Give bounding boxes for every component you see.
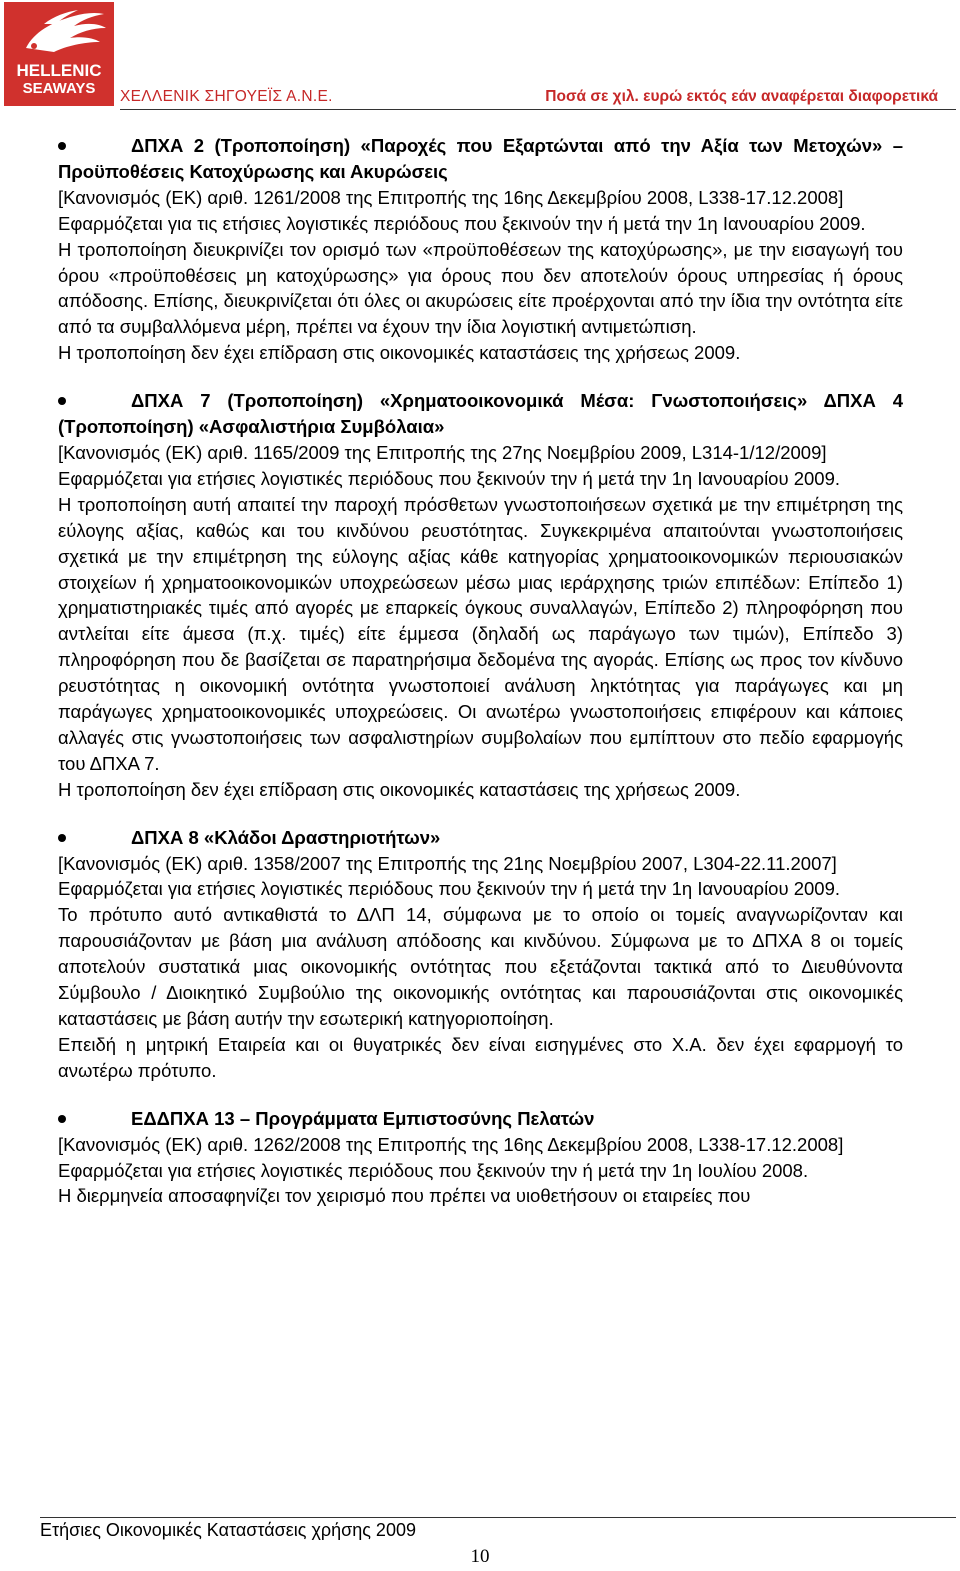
description-paragraph: Η τροποποίηση διευκρινίζει τον ορισμό των «προϋποθέσεων της κατοχύρωσης», με την εισαγωγή του όρου «προϋποθέσεις μη κατοχύρωσης» για όρους που δεν αποτελούν όρους υπηρεσίας ή όρους απόδοσης. Επίσης, διευκρινίζεται ότι όλες οι ακυρώσεις είτε προέρχονται από την ίδια την οντότητα είτε από τα συμβαλλόμενα μέρη, πρέπει να έχουν την ίδια λογιστική αντιμετώπιση. (58, 238, 903, 338)
impact-paragraph: Η τροποποίηση δεν έχει επίδραση στις οικονομικές καταστάσεις της χρήσεως 2009. (58, 778, 741, 800)
regulation-reference: [Κανονισμός (ΕΚ) αριθ. 1165/2009 της Επιτροπής της 27ης Νοεμβρίου 2009, L314-1/12/2009] (58, 441, 827, 463)
logo-text-hellenic: HELLENIC (16, 61, 102, 80)
description-paragraph: Η τροποποίηση αυτή απαιτεί την παροχή πρόσθετων γνωστοποιήσεων σχετικά με την επιμέτρηση της εύλογης αξίας, καθώς και του κινδύνου ρευστότητας. Συγκεκριμένα απαιτούνται γνωστοποιήσεις σχετικά με την επιμέτρηση της εύλογης αξίας κάθε κατηγορίας χρηματοοικονομικών περιουσιακών στοιχείων ή χρηματοοικονομικών υποχρεώσεων μέσω μιας ιεράρχησης τριών επιπέδων: Επίπεδο 1) χρηματιστηριακές τιμές από αγορές με επαρκείς όγκους συναλλαγών, Επίπεδο 2) πληροφόρηση που αντλείται είτε άμεσα (π.χ. τιμές) είτε έμμεσα (δηλαδή ως παράγωγο των τιμών), Επίπεδο 3) πληροφόρηση που δε βασίζεται σε παρατηρήσιμα δεδομένα της αγοράς. Επίσης ως προς τον κίνδυνο ρευστότητας η οικονομική οντότητα γνωστοποιεί ανάλυση ληκτότητας για παράγωγες και μη παράγωγες χρηματοοικονομικές υποχρεώσεις. Οι ανωτέρω γνωστοποιήσεις επιφέρουν και κάποιες αλλαγές στις γνωστοποιήσεις των ασφαλιστηρίων συμβολαίων που εμπίπτουν στο πεδίο εφαρμογής του ΔΠΧΑ 7. (58, 493, 903, 774)
bullet-icon (58, 834, 66, 842)
impact-paragraph: Η τροποποίηση δεν έχει επίδραση στις οικονομικές καταστάσεις της χρήσεως 2009. (58, 342, 741, 364)
regulation-reference: [Κανονισμός (ΕΚ) αριθ. 1261/2008 της Επιτροπής της 16ης Δεκεμβρίου 2008, L338-17.12.2008] (58, 186, 844, 208)
effective-date: Εφαρμόζεται για ετήσιες λογιστικές περιόδους που ξεκινούν την ή μετά την 1η Ιουλίου 2008. (58, 1159, 809, 1181)
section-title: ΔΠΧΑ 2 (Τροποποίηση) «Παροχές που Εξαρτώνται από την Αξία των Μετοχών» – Προϋποθέσεις Κατοχύρωσης και Ακυρώσεις (58, 135, 903, 182)
section-title: ΔΠΧΑ 8 «Κλάδοι Δραστηριοτήτων» (131, 826, 441, 848)
page-number: 10 (470, 1546, 490, 1567)
header-divider (120, 109, 956, 110)
document-body (58, 133, 903, 1209)
company-logo (4, 2, 114, 106)
bullet-icon (58, 1115, 66, 1123)
impact-paragraph: Επειδή η μητρική Εταιρεία και οι θυγατρικές δεν είναι εισηγμένες στο Χ.Α. δεν έχει εφαρμογή το ανωτέρω πρότυπο. (58, 1033, 903, 1081)
effective-date: Εφαρμόζεται για ετήσιες λογιστικές περιόδους που ξεκινούν την ή μετά την 1η Ιανουαρίου 2009. (58, 878, 841, 900)
company-name: ΧΕΛΛΕΝΙΚ ΣΗΓΟΥΕΪΣ Α.Ν.Ε. (120, 88, 333, 105)
section-title: ΔΠΧΑ 7 (Τροποποίηση) «Χρηματοοικονομικά Μέσα: Γνωστοποιήσεις» ΔΠΧΑ 4 (Τροποποίηση) «Ασφαλιστήρια Συμβόλαια» (58, 390, 903, 438)
footer-divider (40, 1517, 956, 1518)
footer-title: Ετήσιες Οικονομικές Καταστάσεις χρήσης 2009 (40, 1520, 416, 1540)
bullet-icon (58, 142, 66, 150)
section-ifrs8 (58, 825, 903, 1084)
section-ifric13 (58, 1106, 903, 1210)
section-title: ΕΔΔΠΧΑ 13 – Προγράμματα Εμπιστοσύνης Πελατών (131, 1107, 595, 1129)
description-paragraph: Η διερμηνεία αποσαφηνίζει τον χειρισμό που πρέπει να υιοθετήσουν οι εταιρείες που (58, 1185, 751, 1207)
section-ifrs2 (58, 133, 903, 366)
logo-text-seaways: SEAWAYS (22, 80, 96, 97)
section-ifrs7 (58, 388, 903, 803)
regulation-reference: [Κανονισμός (ΕΚ) αριθ. 1358/2007 της Επιτροπής της 21ης Νοεμβρίου 2007, L304-22.11.2007] (58, 852, 837, 874)
effective-date: Εφαρμόζεται για ετήσιες λογιστικές περιόδους που ξεκινούν την ή μετά την 1η Ιανουαρίου 2009. (58, 467, 841, 489)
seahorse-logo-icon (4, 2, 114, 62)
effective-date: Εφαρμόζεται για τις ετήσιες λογιστικές περιόδους που ξεκινούν την ή μετά την 1η Ιανουαρίου 2009. (58, 212, 866, 234)
description-paragraph: Το πρότυπο αυτό αντικαθιστά το ΔΛΠ 14, σύμφωνα με το οποίο οι τομείς αναγνωρίζονταν και παρουσιάζονταν με βάση μια ανάλυση απόδοσης και κινδύνου. Σύμφωνα με το ΔΠΧΑ 8 οι τομείς αποτελούν συστατικά μιας οικονομικής οντότητας που εξετάζονται τακτικά από το Διευθύνοντα Σύμβουλο / Διοικητικό Συμβούλιο της οικονομικής οντότητας και παρουσιάζονται στις οικονομικές καταστάσεις με βάση αυτήν την εσωτερική κατηγοριοποίηση. (58, 904, 903, 1029)
amounts-note: Ποσά σε χιλ. ευρώ εκτός εάν αναφέρεται διαφορετικά (545, 88, 938, 105)
regulation-reference: [Κανονισμός (ΕΚ) αριθ. 1262/2008 της Επιτροπής της 16ης Δεκεμβρίου 2008, L338-17.12.2008] (58, 1133, 844, 1155)
